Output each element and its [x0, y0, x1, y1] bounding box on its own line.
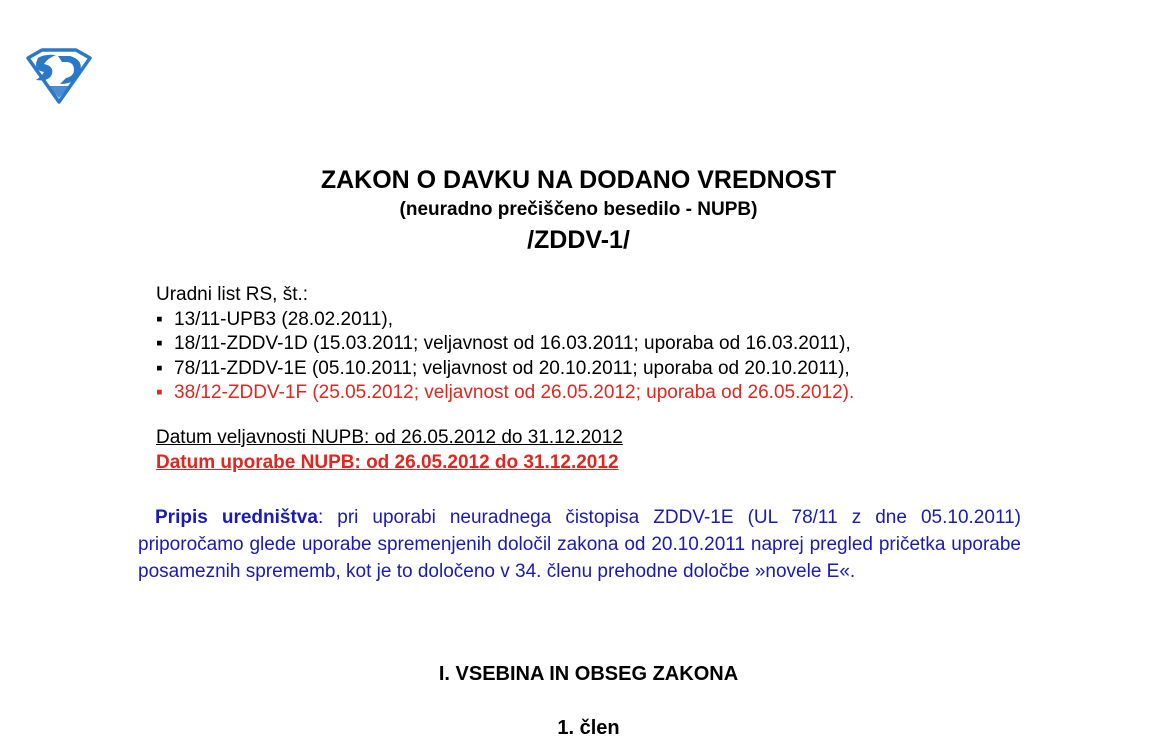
- application-date: Datum uporabe NUPB: od 26.05.2012 do 31.12.2012: [156, 452, 619, 473]
- editorial-note-label: Pripis uredništva: [155, 507, 318, 528]
- bullet: ▪: [156, 357, 163, 379]
- publisher-logo-icon: [22, 48, 96, 104]
- document-subtitle: (neuradno prečiščeno besedilo - NUPB): [399, 199, 758, 220]
- document-abbreviation: /ZDDV-1/: [527, 226, 630, 254]
- editorial-note-text: : pri uporabi neuradnega čistopisa ZDDV-1E (UL 78/11 z dne 05.10.2011) priporočamo glede uporabe spremenjenih določil zakona od 20.10.2011 naprej pregled pričetka uporabe posameznih sprememb, kot je to določeno v 34. členu prehodne določbe »novele E«.: [138, 507, 1021, 582]
- official-gazette-list: [156, 283, 854, 406]
- gazette-intro: Uradni list RS, št.:: [156, 284, 309, 305]
- editorial-note: [138, 504, 1021, 585]
- gazette-items: [156, 308, 854, 406]
- gazette-item-latest: ▪ 38/12-ZDDV-1F (25.05.2012; veljavnost od 26.05.2012; uporaba od 26.05.2012).: [156, 381, 854, 406]
- section-heading: I. VSEBINA IN OBSEG ZAKONA: [438, 663, 739, 685]
- gazette-item: ▪ 18/11-ZDDV-1D (15.03.2011; veljavnost od 16.03.2011; uporaba od 16.03.2011),: [156, 332, 854, 357]
- validity-dates: [156, 425, 623, 475]
- bullet: ▪: [156, 333, 163, 354]
- bullet: ▪: [156, 382, 163, 403]
- document-title: ZAKON O DAVKU NA DODANO VREDNOST: [320, 166, 837, 194]
- gazette-item: ▪ 13/11-UPB3 (28.02.2011),: [156, 308, 854, 333]
- gazette-item: ▪ 78/11-ZDDV-1E (05.10.2011; veljavnost od 20.10.2011; uporaba od 20.10.2011),: [156, 357, 854, 382]
- validity-date: Datum veljavnosti NUPB: od 26.05.2012 do 31.12.2012: [156, 427, 623, 448]
- article-heading: 1. člen: [557, 717, 620, 739]
- bullet: ▪: [156, 308, 163, 330]
